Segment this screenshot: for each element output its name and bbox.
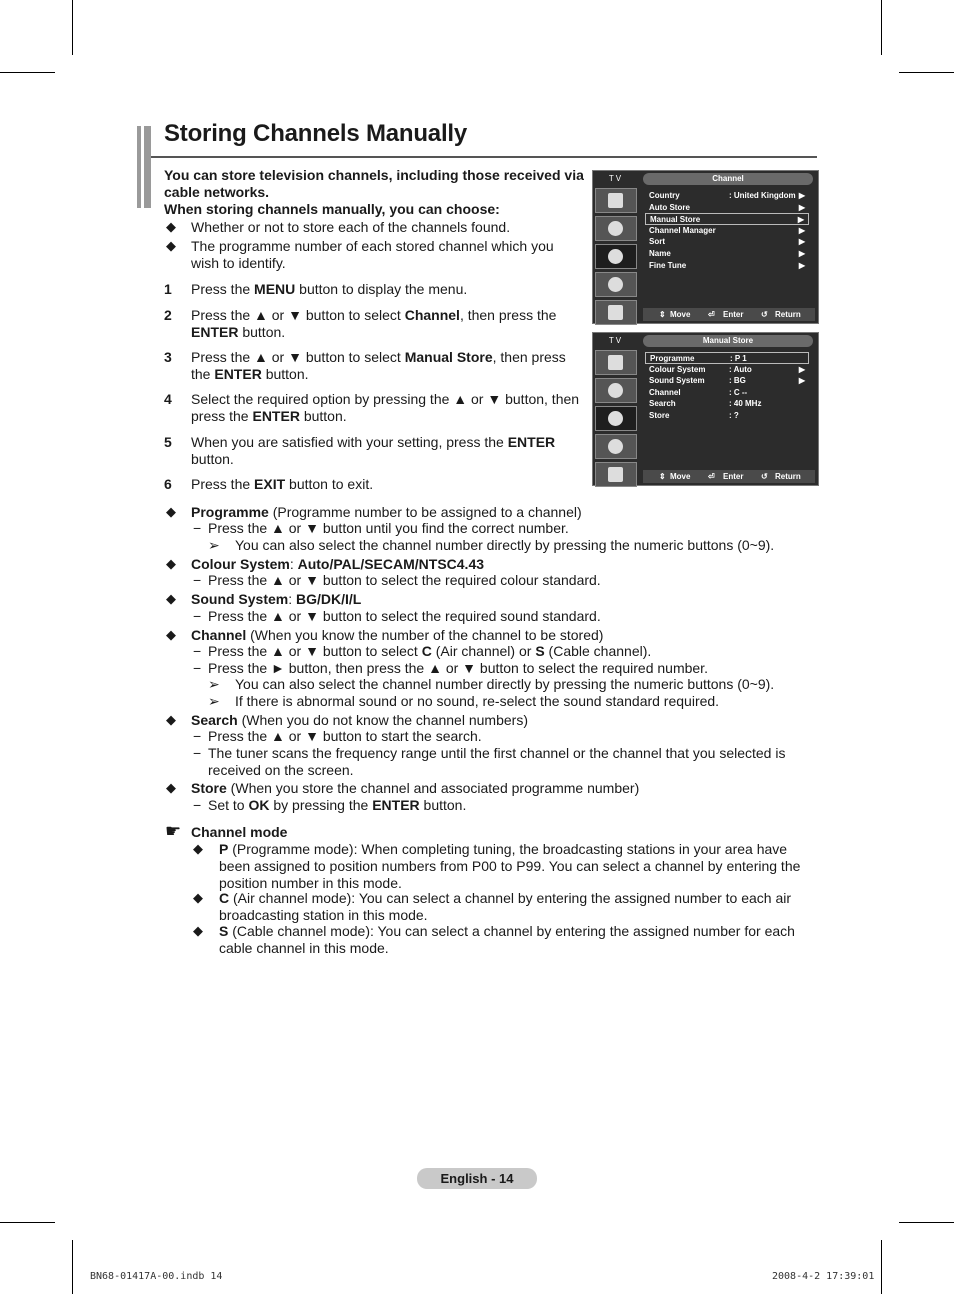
step-text: Press the MENU button to display the menu.	[191, 281, 468, 297]
channel-mode-item: S (Cable channel mode): You can select a channel by entering the assigned number for each cable channel in this mode.	[219, 923, 795, 956]
dash: −	[193, 608, 202, 624]
option-store: Store (When you store the channel and associated programme number)	[191, 780, 640, 796]
note-arrow-icon: ➢	[208, 537, 220, 553]
dash: −	[193, 520, 202, 536]
option-note: You can also select the channel number directly by pressing the numeric buttons (0~9).	[235, 676, 775, 692]
tv-menu-manual-store	[592, 332, 819, 486]
menu-row-country: Country : United Kingdom ▶	[649, 191, 805, 200]
diamond-bullet-icon: ◆	[193, 841, 203, 856]
step-text: Press the ▲ or ▼ button to select Manual Store, then press the ENTER button.	[191, 349, 566, 382]
step-number: 4	[164, 391, 172, 407]
menu-rows	[645, 352, 809, 422]
diamond-bullet-icon: ◆	[193, 890, 203, 905]
crop-mark	[881, 1240, 882, 1294]
option-sub: Press the ▲ or ▼ button until you find the correct number.	[208, 520, 569, 536]
menu-row-auto-store: Auto Store ▶	[649, 202, 805, 212]
enter-icon: ⏎	[708, 310, 715, 319]
tv-menu-channel	[592, 170, 819, 324]
menu-footer: ⇕ Move ⏎ Enter ↺ Return	[643, 308, 815, 321]
crop-mark	[0, 1222, 55, 1223]
setup-icon	[595, 434, 637, 459]
option-sub: Press the ► button, then press the ▲ or ▼ button to select the required number.	[208, 660, 708, 676]
diamond-bullet-icon: ◆	[166, 556, 176, 571]
step-number: 1	[164, 281, 172, 297]
menu-row-fine-tune: Fine Tune ▶	[649, 260, 805, 270]
menu-row-sort: Sort ▶	[649, 237, 805, 247]
intro-line-2: When storing channels manually, you can choose:	[164, 201, 500, 217]
intro-line-1: You can store television channels, including those received via cable networks.	[164, 167, 584, 200]
dash: −	[193, 572, 202, 588]
menu-rows	[645, 190, 809, 271]
diamond-bullet-icon: ◆	[166, 627, 176, 642]
option-colour-system: Colour System: Auto/PAL/SECAM/NTSC4.43	[191, 556, 485, 572]
menu-row-colour-system: Colour System : Auto ▶	[649, 364, 805, 374]
menu-row-sound-system: Sound System : BG ▶	[649, 376, 805, 386]
menu-row-channel: Channel : C --	[649, 387, 748, 397]
option-channel: Channel (When you know the number of the channel to be stored)	[191, 627, 604, 643]
step-text: Select the required option by pressing the ▲ or ▼ button, then press the ENTER button.	[191, 391, 580, 424]
dash: −	[193, 745, 202, 761]
tv-label: T V	[608, 336, 622, 345]
dash: −	[193, 728, 202, 744]
intro-text	[164, 167, 584, 218]
option-sub: The tuner scans the frequency range until the first channel or the channel that you selected is received on the screen.	[208, 745, 786, 778]
menu-icon-column	[595, 188, 638, 328]
channel-mode-item: P (Programme mode): When completing tuning, the broadcasting stations in your area have been assigned to position numbers from P00 to P99. You can select a channel by entering the position number in this mode.	[219, 841, 801, 891]
print-date-info: 2008-4-2 17:39:01	[772, 1271, 875, 1282]
return-icon: ↺	[761, 310, 768, 319]
menu-icon-column	[595, 350, 638, 490]
diamond-bullet-icon: ◆	[166, 712, 176, 727]
crop-mark	[0, 72, 55, 73]
input-icon	[595, 462, 637, 487]
enter-icon: ⏎	[708, 472, 715, 481]
channel-icon	[595, 406, 637, 431]
diamond-bullet-icon: ◆	[166, 238, 176, 253]
section-marker-bar	[137, 126, 151, 208]
option-sub: Press the ▲ or ▼ button to select the required sound standard.	[208, 608, 601, 624]
menu-header: Manual Store	[643, 335, 813, 347]
menu-row-name: Name ▶	[649, 248, 805, 258]
menu-row-manual-store: Manual Store ▶	[645, 213, 809, 225]
dash: −	[193, 660, 202, 676]
option-note: If there is abnormal sound or no sound, re-select the sound standard required.	[235, 693, 720, 709]
menu-header: Channel	[643, 173, 813, 185]
dash: −	[193, 797, 202, 813]
crop-mark	[72, 0, 73, 55]
intro-bullet: The programme number of each stored channel which you wish to identify.	[191, 238, 554, 271]
option-sub: Press the ▲ or ▼ button to select C (Air channel) or S (Cable channel).	[208, 643, 652, 659]
menu-row-search: Search : 40 MHz	[649, 399, 762, 409]
crop-mark	[881, 0, 882, 55]
print-file-info: BN68-01417A-00.indb 14	[90, 1271, 223, 1282]
option-sub: Press the ▲ or ▼ button to select the required colour standard.	[208, 572, 601, 588]
pointing-hand-icon: ☛	[165, 821, 182, 841]
diamond-bullet-icon: ◆	[166, 219, 176, 234]
menu-row-channel-manager: Channel Manager ▶	[649, 225, 805, 235]
channel-icon	[595, 244, 637, 269]
channel-mode-item: C (Air channel mode): You can select a channel by entering the assigned number to each air broadcasting station in this mode.	[219, 890, 792, 923]
step-number: 2	[164, 307, 172, 323]
move-icon: ⇕	[659, 310, 666, 319]
diamond-bullet-icon: ◆	[166, 780, 176, 795]
diamond-bullet-icon: ◆	[193, 923, 203, 938]
picture-icon	[595, 188, 637, 213]
diamond-bullet-icon: ◆	[166, 591, 176, 606]
channel-mode-title: Channel mode	[191, 824, 288, 840]
page-number-badge: English - 14	[417, 1168, 537, 1189]
option-sub: Press the ▲ or ▼ button to start the search.	[208, 728, 482, 744]
menu-footer: ⇕ Move ⏎ Enter ↺ Return	[643, 470, 815, 483]
step-number: 6	[164, 476, 172, 492]
page-title: Storing Channels Manually	[164, 120, 468, 147]
step-text: When you are satisfied with your setting, press the ENTER button.	[191, 434, 556, 467]
step-text: Press the ▲ or ▼ button to select Channel, then press the ENTER button.	[191, 307, 557, 340]
title-rule	[151, 156, 817, 158]
input-icon	[595, 300, 637, 325]
crop-mark	[899, 72, 954, 73]
menu-row-store: Store : ?	[649, 410, 739, 420]
option-sound-system: Sound System: BG/DK/I/L	[191, 591, 362, 607]
step-text: Press the EXIT button to exit.	[191, 476, 374, 492]
return-icon: ↺	[761, 472, 768, 481]
dash: −	[193, 643, 202, 659]
step-number: 3	[164, 349, 172, 365]
crop-mark	[72, 1240, 73, 1294]
option-programme: Programme (Programme number to be assigned to a channel)	[191, 504, 582, 520]
setup-icon	[595, 272, 637, 297]
note-arrow-icon: ➢	[208, 676, 220, 692]
diamond-bullet-icon: ◆	[166, 504, 176, 519]
move-icon: ⇕	[659, 472, 666, 481]
menu-row-programme: Programme : P 1	[645, 352, 809, 364]
sound-icon	[595, 216, 637, 241]
intro-bullet: Whether or not to store each of the channels found.	[191, 219, 511, 235]
note-arrow-icon: ➢	[208, 693, 220, 709]
option-sub: Set to OK by pressing the ENTER button.	[208, 797, 467, 813]
crop-mark	[899, 1222, 954, 1223]
option-note: You can also select the channel number directly by pressing the numeric buttons (0~9).	[235, 537, 775, 553]
sound-icon	[595, 378, 637, 403]
step-number: 5	[164, 434, 172, 450]
picture-icon	[595, 350, 637, 375]
tv-label: T V	[608, 174, 622, 183]
option-search: Search (When you do not know the channel numbers)	[191, 712, 528, 728]
